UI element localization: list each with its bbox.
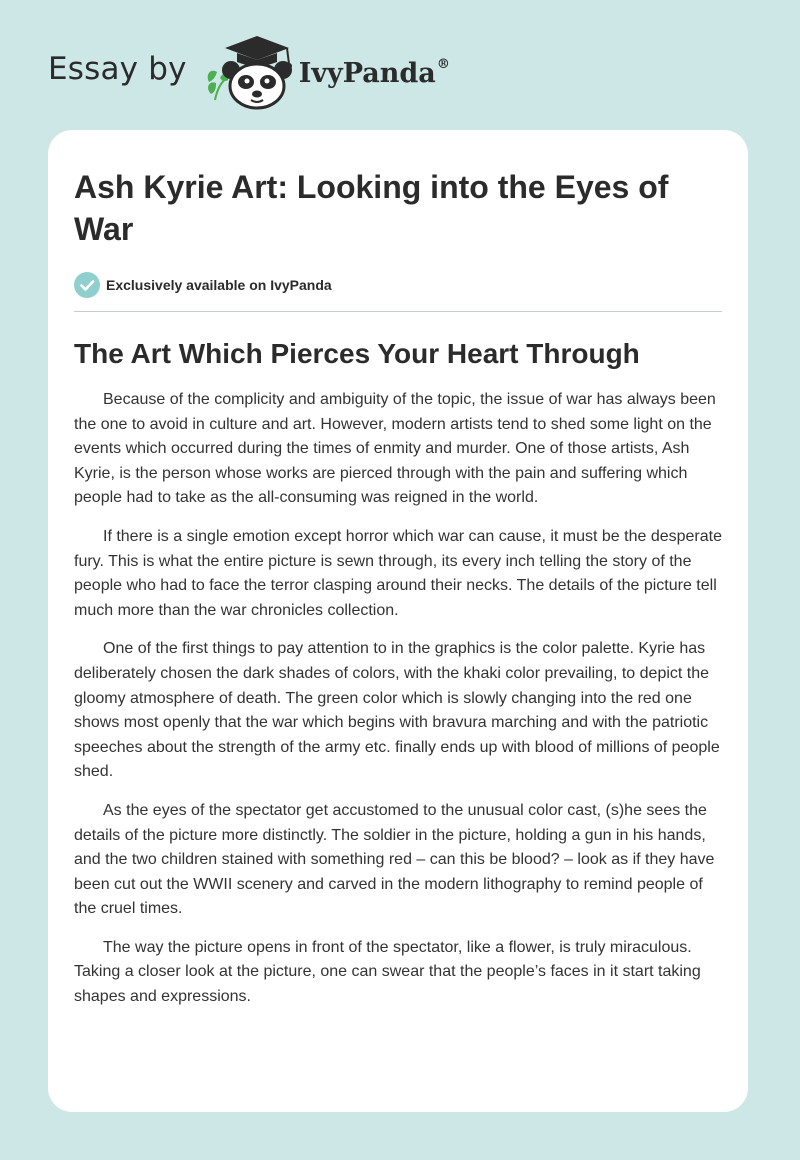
section-heading: The Art Which Pierces Your Heart Through	[74, 338, 640, 369]
paragraph: As the eyes of the spectator get accustomed to the unusual color cast, (s)he sees the details of the picture more distinctly. The soldier in the picture, holding a gun in his hands, and the two children stained with something red – can this be blood? – look as if they have been cut out the WWII scenery and carved in the modern lithography to remind people of the cruel times.	[74, 801, 715, 918]
divider	[74, 311, 722, 312]
essay-card	[48, 130, 748, 1112]
panda-graduation-cap-icon[interactable]	[203, 34, 295, 110]
checkmark-circle-icon	[74, 272, 100, 298]
paragraph: Because of the complicity and ambiguity of the topic, the issue of war has always been the one to avoid in culture and art. However, modern artists tend to shed some light on the events which occurred during the times of enmity and murder. One of those artists, Ash Kyrie, is the person whose works are pierced through with the pain and suffering which people had to take as the all-consuming was reigned in the world.	[74, 391, 716, 507]
paragraph: If there is a single emotion except horror which war can cause, it must be the desperate fury. This is what the entire picture is sewn through, its every inch telling the story of the people who had to face the terror clasping around their necks. The details of the picture tell much more than the war chronicles collection.	[74, 527, 722, 619]
brand-prefix: Essay by	[48, 51, 187, 87]
exclusive-badge-text: Exclusively available on IvyPanda	[106, 276, 332, 293]
trademark-symbol: ®	[436, 57, 450, 72]
essay-title: Ash Kyrie Art: Looking into the Eyes of War	[74, 169, 669, 247]
exclusive-badge	[74, 271, 722, 298]
brand-name[interactable]: IvyPanda®	[298, 57, 450, 89]
paragraph: One of the first things to pay attention to in the graphics is the color palette. Kyrie has deliberately chosen the dark shades of colors, with the khaki color prevailing, to depict the gloomy atmosphere of death. The green color which is slowly changing into the red one shows most openly that the war which begins with bravura marching and with the patriotic speeches about the strength of the army etc. finally ends up with blood of millions of people shed.	[74, 640, 720, 781]
paragraph: The way the picture opens in front of the spectator, like a flower, is truly miraculous. Taking a closer look at the picture, one can swear that the people’s faces in it start taking shapes and expressions.	[74, 938, 701, 1006]
site-header	[48, 34, 450, 110]
essay-body	[74, 388, 722, 1010]
